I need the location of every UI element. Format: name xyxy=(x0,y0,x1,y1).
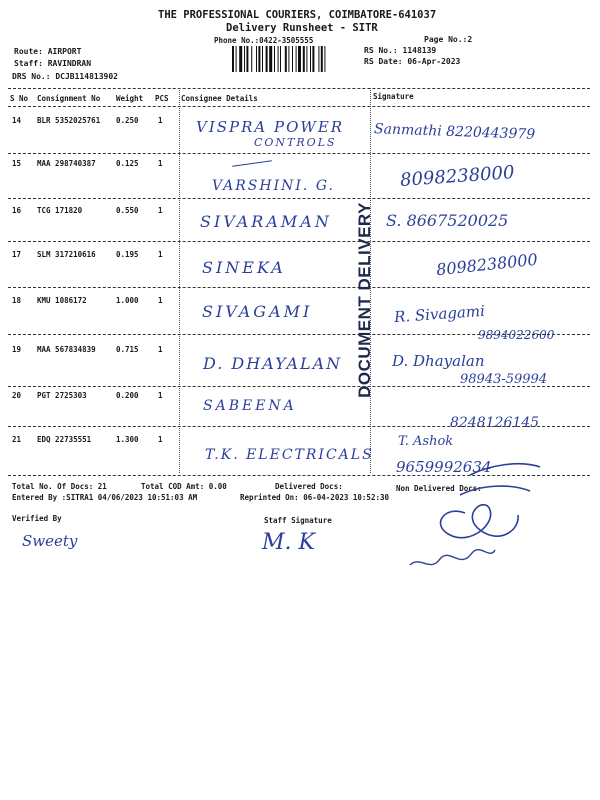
consignee-handwriting: VISPRA POWER xyxy=(196,118,345,136)
row-sno: 20 xyxy=(12,391,22,400)
delivered-docs: Delivered Docs: xyxy=(275,482,343,491)
row-divider xyxy=(8,426,590,427)
route-label: Route: AIRPORT xyxy=(14,47,82,56)
staff-signature: M. K xyxy=(262,530,315,555)
row-divider xyxy=(8,153,590,154)
page-number: Page No.:2 xyxy=(424,35,473,44)
row-sno: 15 xyxy=(12,159,22,168)
signature-handwriting: 8098238000 xyxy=(399,162,516,191)
row-pcs: 1 xyxy=(158,296,163,305)
total-cod: Total COD Amt: 0.00 xyxy=(141,482,227,491)
struck-out-mark xyxy=(232,160,272,167)
consignee-handwriting: SIVAGAMI xyxy=(202,302,313,321)
column-consignee: Consignee Details xyxy=(181,94,258,103)
row-pcs: 1 xyxy=(158,435,163,444)
staff-signature-label: Staff Signature xyxy=(264,516,332,525)
row-divider xyxy=(8,241,590,242)
rs-number: RS No.: 1148139 xyxy=(364,46,437,55)
consignee-handwriting: SINEKA xyxy=(202,258,286,277)
row-weight: 0.550 xyxy=(116,206,139,215)
row-consignment: BLR 5352025761 xyxy=(37,116,101,125)
column-weight: Weight xyxy=(116,94,144,103)
row-weight: 0.200 xyxy=(116,391,139,400)
row-divider xyxy=(8,334,590,335)
runsheet-subtitle: Delivery Runsheet - SITR xyxy=(226,22,378,34)
consignee-handwriting: SIVARAMAN xyxy=(200,212,332,231)
phone-number: Phone No.:0422-3505555 xyxy=(214,36,314,45)
row-pcs: 1 xyxy=(158,250,163,259)
row-divider xyxy=(8,198,590,199)
non-delivered-docs: Non Delivered Docs: xyxy=(396,484,482,493)
row-pcs: 1 xyxy=(158,116,163,125)
staff-label: Staff: RAVINDRAN xyxy=(14,59,92,68)
signature-handwriting: 9659992634 xyxy=(396,458,492,476)
signature-handwriting: 8248126145 xyxy=(450,415,540,431)
consignee-handwriting: SABEENA xyxy=(203,398,297,414)
row-consignment: MAA 298740387 xyxy=(37,159,96,168)
drs-number: DRS No.: DCJB114813902 xyxy=(12,72,118,81)
row-pcs: 1 xyxy=(158,159,163,168)
consignee-handwriting: T.K. ELECTRICALS xyxy=(205,447,374,463)
row-consignment: PGT 2725303 xyxy=(37,391,87,400)
row-consignment: SLM 317210616 xyxy=(37,250,96,259)
consignee-handwriting: CONTROLS xyxy=(254,136,337,149)
document-delivery-stamp: DOCUMENT DELIVERY xyxy=(355,202,374,398)
verified-by-label: Verified By xyxy=(12,514,62,523)
consignee-handwriting: D. DHAYALAN xyxy=(203,354,343,373)
row-consignment: KMU 1086172 xyxy=(37,296,87,305)
row-sno: 21 xyxy=(12,435,22,444)
row-weight: 1.000 xyxy=(116,296,139,305)
row-sno: 18 xyxy=(12,296,22,305)
consignee-handwriting: VARSHINI. G. xyxy=(212,178,335,194)
signature-handwriting: D. Dhayalan xyxy=(392,352,485,370)
row-weight: 0.195 xyxy=(116,250,139,259)
row-weight: 0.715 xyxy=(116,345,139,354)
row-consignment: TCG 171820 xyxy=(37,206,83,215)
scribble-signature-image xyxy=(400,455,550,585)
row-weight: 1.300 xyxy=(116,435,139,444)
row-consignment: MAA 567834839 xyxy=(37,345,96,354)
row-consignment: EDQ 22735551 xyxy=(37,435,92,444)
column-consignment: Consignment No xyxy=(37,94,101,103)
verified-signature: Sweety xyxy=(22,532,78,550)
row-divider xyxy=(8,386,590,387)
row-sno: 19 xyxy=(12,345,22,354)
row-sno: 16 xyxy=(12,206,22,215)
column-pcs: PCS xyxy=(155,94,169,103)
row-weight: 0.125 xyxy=(116,159,139,168)
entered-by: Entered By :SITRA1 04/06/2023 10:51:03 AM xyxy=(12,493,198,502)
row-weight: 0.250 xyxy=(116,116,139,125)
header-top-rule xyxy=(8,88,590,89)
header-bottom-rule xyxy=(8,106,590,107)
row-pcs: 1 xyxy=(158,391,163,400)
row-pcs: 1 xyxy=(158,206,163,215)
signature-handwriting: T. Ashok xyxy=(398,434,454,449)
signature-handwriting: Sanmathi 8220443979 xyxy=(373,121,536,143)
row-sno: 14 xyxy=(12,116,22,125)
signature-handwriting: 8098238000 xyxy=(435,249,539,280)
signature-handwriting: S. 8667520025 xyxy=(386,211,509,230)
row-pcs: 1 xyxy=(158,345,163,354)
barcode-image xyxy=(232,46,356,72)
reprinted-on: Reprinted On: 06-04-2023 10:52:30 xyxy=(240,493,390,502)
signature-handwriting: 9894022600 xyxy=(478,328,555,342)
rs-date: RS Date: 06-Apr-2023 xyxy=(364,57,461,66)
total-docs: Total No. Of Docs: 21 xyxy=(12,482,107,491)
signature-handwriting: R. Sivagami xyxy=(393,301,486,327)
row-sno: 17 xyxy=(12,250,22,259)
consignee-column-line xyxy=(179,88,180,473)
row-divider xyxy=(8,287,590,288)
column-signature: Signature xyxy=(373,92,414,101)
signature-handwriting: 98943-59994 xyxy=(460,372,548,387)
column-sno: S No xyxy=(10,94,29,103)
company-title: THE PROFESSIONAL COURIERS, COIMBATORE-641037 xyxy=(158,9,437,21)
